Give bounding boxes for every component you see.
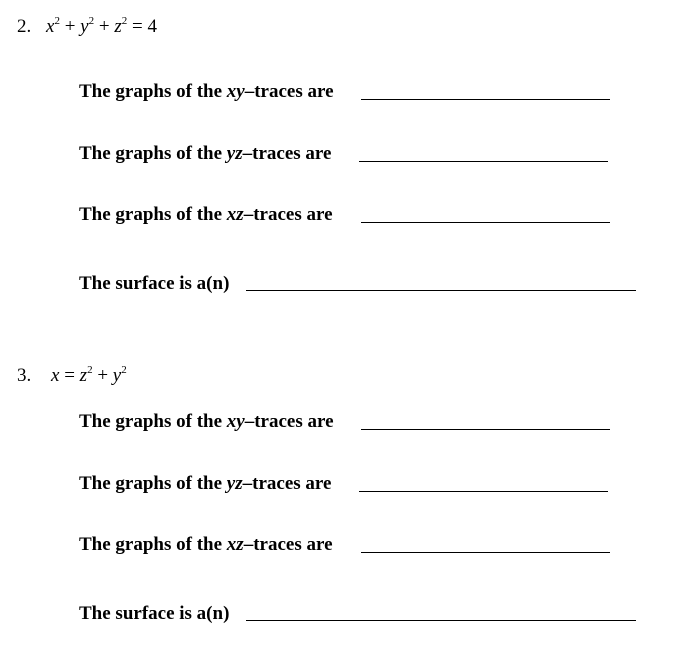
problem-2-number: 2.: [17, 16, 32, 37]
problem-3-yz-traces-prompt: [79, 474, 331, 493]
problem-2-xz-traces-answer-blank[interactable]: [361, 222, 610, 223]
exponent: 2: [88, 15, 95, 27]
var-y: y: [112, 365, 122, 386]
var-x: x: [51, 365, 60, 386]
prompt-variable: xz: [226, 534, 244, 555]
equation-rhs: 4: [147, 16, 157, 37]
equals-sign: =: [64, 365, 75, 386]
problem-2-yz-traces-answer-blank[interactable]: [359, 161, 608, 162]
plus-sign: +: [97, 365, 109, 386]
prompt-prefix: The graphs of the: [79, 81, 227, 102]
prompt-prefix: The graphs of the: [79, 534, 227, 555]
prompt-variable: yz: [226, 473, 243, 494]
equals-sign: =: [131, 16, 143, 37]
var-x: x: [46, 16, 55, 37]
var-z: z: [79, 365, 88, 386]
prompt-suffix: –traces are: [243, 204, 333, 225]
problem-2-surface-prompt: The surface is a(n): [79, 273, 230, 294]
problem-3-xz-traces-answer-blank[interactable]: [361, 552, 610, 553]
problem-3-yz-traces-answer-blank[interactable]: [359, 491, 608, 492]
prompt-suffix: –traces are: [242, 473, 332, 494]
prompt-suffix: –traces are: [244, 81, 334, 102]
prompt-prefix: The graphs of the: [79, 143, 227, 164]
prompt-prefix: The graphs of the: [79, 204, 227, 225]
exponent: 2: [87, 364, 93, 376]
problem-3-xy-traces-answer-blank[interactable]: [361, 429, 610, 430]
prompt-suffix: –traces are: [242, 143, 332, 164]
problem-2-surface-answer-blank[interactable]: [246, 290, 636, 291]
problem-3-xy-traces-prompt: [79, 412, 334, 431]
problem-3-surface-prompt: The surface is a(n): [79, 603, 230, 624]
exponent: 2: [121, 364, 127, 376]
problem-2-xz-traces-prompt: [79, 205, 333, 224]
problem-2-equation: [46, 17, 157, 36]
prompt-variable: xy: [226, 411, 245, 432]
prompt-suffix: –traces are: [244, 411, 334, 432]
problem-3-surface-answer-blank[interactable]: [246, 620, 636, 621]
var-y: y: [80, 16, 89, 37]
prompt-variable: xy: [226, 81, 245, 102]
prompt-prefix: The graphs of the: [79, 411, 227, 432]
plus-sign: +: [98, 16, 110, 37]
problem-3-number: 3.: [17, 365, 32, 386]
var-z: z: [114, 16, 122, 37]
prompt-suffix: –traces are: [243, 534, 333, 555]
prompt-prefix: The graphs of the: [79, 473, 227, 494]
exponent: 2: [121, 15, 128, 27]
problem-3-xz-traces-prompt: [79, 535, 333, 554]
problem-2-yz-traces-prompt: [79, 144, 331, 163]
plus-sign: +: [64, 16, 76, 37]
problem-3-equation: [51, 366, 127, 385]
exponent: 2: [54, 15, 60, 27]
problem-2-xy-traces-prompt: [79, 82, 334, 101]
prompt-variable: yz: [226, 143, 243, 164]
problem-2-xy-traces-answer-blank[interactable]: [361, 99, 610, 100]
prompt-variable: xz: [226, 204, 244, 225]
